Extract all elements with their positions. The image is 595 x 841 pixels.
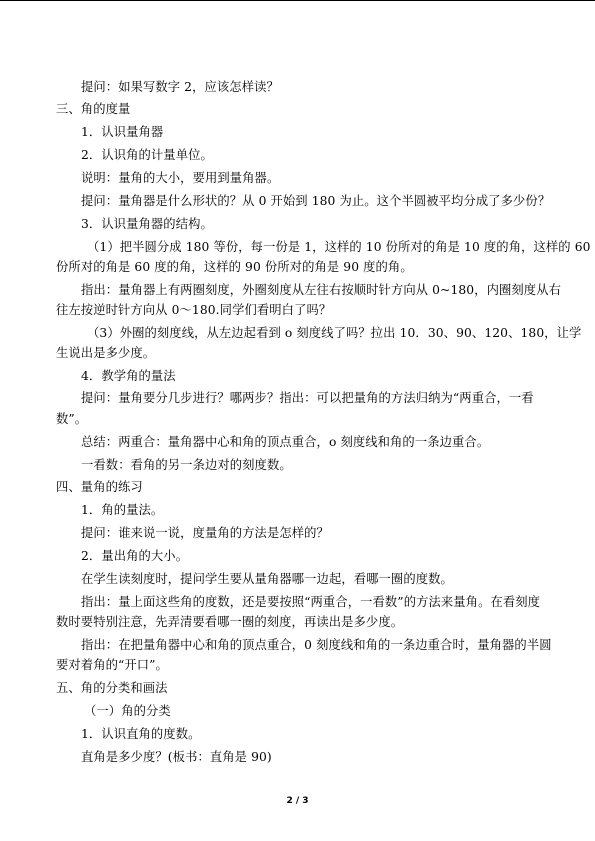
- section-heading: 三、角的度量: [56, 102, 131, 116]
- text-line: 1．角的量法。: [81, 503, 164, 517]
- page-top-border: [0, 0, 595, 1]
- text-line: 3．认识量角器的结构。: [81, 217, 213, 231]
- text-line: 1．认识量角器: [81, 125, 164, 139]
- text-line: （1）把半圆分成 180 等份，每一份是 1，这样的 10 份所对的角是 10 度的角，这样的 60: [87, 240, 591, 254]
- text-line: 说明：量角的大小，要用到量角器。: [81, 171, 280, 185]
- text-line: 提问：量角要分几步进行？哪两步？指出：可以把量角的方法归纳为“两重合，一看: [81, 391, 534, 405]
- text-line: 往左按逆时针方向从 0～180.同学们看明白了吗？: [56, 303, 332, 317]
- text-line: 在学生读刻度时，提问学生要从量角器哪一边起，看哪一圈的度数。: [81, 572, 453, 586]
- text-line: 指出：在把量角器中心和角的顶点重合，0 刻度线和角的一条边重合时，量角器的半圆: [81, 638, 552, 652]
- text-line: 提问：如果写数字 2，应该怎样读？: [81, 80, 279, 94]
- text-line: 直角是多少度？(板书：直角是 90): [81, 750, 272, 764]
- text-line: 1．认识直角的度数。: [81, 727, 201, 741]
- page-number: 2 / 3: [286, 796, 309, 806]
- text-line: 指出：量角器上有两圈刻度，外圈刻度从左往右按顺时针方向从 0~180，内圈刻度从右: [81, 283, 561, 297]
- text-line: 提问：量角器是什么形状的？从 0 开始到 180 为止。这个半圆被平均分成了多少份？: [81, 194, 551, 208]
- text-line: 指出：量上面这些角的度数，还是要按照“两重合，一看数”的方法来量角。在看刻度: [81, 595, 541, 609]
- text-line: 份所对的角是 60 度的角，这样的 90 份所对的角是 90 度的角。: [56, 260, 413, 274]
- text-line: 数”。: [56, 412, 88, 426]
- text-line: 2．认识角的计量单位。: [81, 148, 213, 162]
- text-line: 生说出是多少度。: [56, 346, 156, 360]
- text-line: 总结：两重合：量角器中心和角的顶点重合，o 刻度线和角的一条边重合。: [81, 435, 490, 449]
- section-heading: 五、角的分类和画法: [56, 681, 168, 695]
- text-line: 提问：谁来说一说，度量角的方法是怎样的？: [81, 526, 329, 540]
- section-heading: 四、量角的练习: [56, 480, 143, 494]
- text-line: 要对着角的“开口”。: [56, 658, 168, 672]
- text-line: 4．教学角的量法: [81, 369, 176, 383]
- text-line: 一看数：看角的另一条边对的刻度数。: [81, 458, 292, 472]
- subsection-heading: （一）角的分类: [84, 704, 171, 718]
- text-line: （3）外圈的刻度线，从左边起看到 o 刻度线了吗？拉出 10．30、90、120、180，让学: [87, 326, 582, 340]
- text-line: 2．量出角的大小。: [81, 549, 189, 563]
- text-line: 数时要特别注意，先弄清要看哪一圈的刻度，再读出是多少度。: [56, 615, 404, 629]
